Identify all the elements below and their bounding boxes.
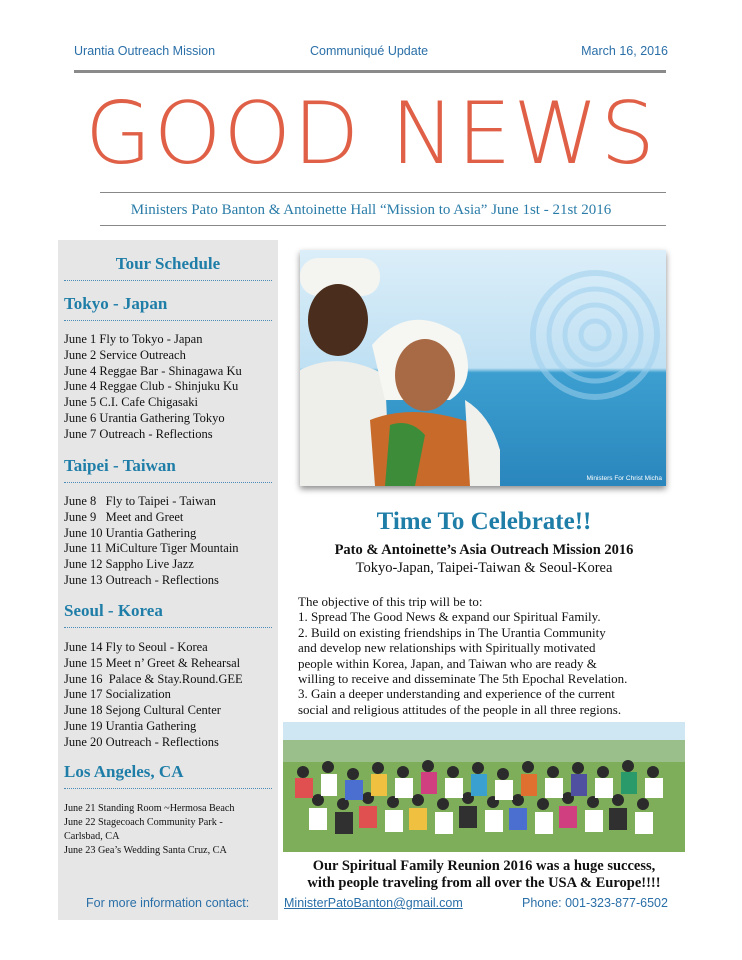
schedule-item: June 5 C.I. Cafe Chigasaki bbox=[64, 395, 199, 410]
reunion-caption bbox=[270, 858, 698, 892]
divider bbox=[64, 280, 272, 281]
mission-line: Pato & Antoinette’s Asia Outreach Mission 2016 bbox=[334, 542, 634, 558]
objective-line: people within Korea, Japan, and Taiwan who are ready & bbox=[298, 655, 597, 671]
schedule-item: June 8 Fly to Taipei - Taiwan bbox=[64, 494, 216, 508]
schedule-item: June 21 Standing Room ~Hermosa Beach bbox=[64, 803, 235, 814]
cities-line: Tokyo-Japan, Taipei-Taiwan & Seoul-Korea bbox=[355, 560, 613, 576]
schedule-list-taipei bbox=[64, 494, 276, 589]
communique-label: Communiqué Update bbox=[310, 44, 429, 58]
schedule-item: June 19 Urantia Gathering bbox=[64, 718, 197, 733]
objective-line: willing to receive and disseminate The 5th Epochal Revelation. bbox=[298, 671, 628, 687]
schedule-item: June 18 Sejong Cultural Center bbox=[64, 703, 221, 718]
contact-label: For more information contact: bbox=[86, 896, 250, 910]
objective-line: 2. Build on existing friendships in The Urantia Community bbox=[298, 624, 606, 640]
section-heading-los-angeles: Los Angeles, CA bbox=[64, 762, 184, 781]
section-heading-seoul: Seoul - Korea bbox=[64, 601, 163, 620]
schedule-item: June 15 Meet n’ Greet & Rehearsal bbox=[64, 655, 241, 670]
objective-line: 3. Gain a deeper understanding and experience of the current bbox=[298, 686, 615, 702]
divider bbox=[64, 482, 272, 483]
ministers-photo bbox=[300, 250, 666, 486]
page-title: GOOD NEWS bbox=[85, 84, 657, 184]
header-rule bbox=[74, 70, 666, 73]
objective-line: social and religious attitudes of the people in all three regions. bbox=[298, 701, 622, 717]
objective-line: 1. Spread The Good News & expand our Spiritual Family. bbox=[298, 609, 601, 625]
schedule-item: June 16 Palace & Stay.Round.GEE bbox=[64, 671, 243, 686]
schedule-item: June 1 Fly to Tokyo - Japan bbox=[64, 332, 203, 346]
tour-schedule-sidebar bbox=[58, 240, 278, 920]
issue-date: March 16, 2016 bbox=[581, 44, 668, 58]
section-heading-taipei: Taipei - Taiwan bbox=[64, 456, 176, 475]
schedule-item: June 22 Stagecoach Community Park - bbox=[64, 817, 223, 828]
group-photo-illustration bbox=[283, 722, 685, 852]
subtitle-rule-bottom bbox=[100, 225, 666, 226]
schedule-item: June 12 Sappho Live Jazz bbox=[64, 557, 194, 572]
reunion-line-1: Our Spiritual Family Reunion 2016 was a huge success, bbox=[312, 858, 656, 874]
celebrate-heading: Time To Celebrate!! bbox=[376, 508, 592, 535]
divider bbox=[64, 320, 272, 321]
schedule-list-seoul bbox=[64, 640, 276, 751]
reunion-line-2: with people traveling from all over the USA & Europe!!!! bbox=[307, 875, 661, 891]
contact-email-link[interactable]: MinisterPatoBanton@gmail.com bbox=[284, 896, 463, 910]
schedule-item: June 4 Reggae Club - Shinjuku Ku bbox=[64, 379, 239, 394]
section-heading-tokyo: Tokyo - Japan bbox=[64, 294, 168, 313]
ministers-photo-illustration bbox=[300, 250, 666, 486]
schedule-item: June 4 Reggae Bar - Shinagawa Ku bbox=[64, 363, 242, 378]
schedule-item: June 6 Urantia Gathering Tokyo bbox=[64, 410, 225, 425]
schedule-item: June 7 Outreach - Reflections bbox=[64, 426, 213, 441]
contact-phone: Phone: 001-323-877-6502 bbox=[522, 896, 668, 910]
schedule-item: June 11 MiCulture Tiger Mountain bbox=[64, 541, 239, 556]
divider bbox=[64, 788, 272, 789]
schedule-item: June 13 Outreach - Reflections bbox=[64, 572, 219, 587]
schedule-item: June 10 Urantia Gathering bbox=[64, 525, 197, 540]
contact-email-wrap bbox=[284, 896, 463, 910]
divider bbox=[64, 627, 272, 628]
org-name: Urantia Outreach Mission bbox=[74, 44, 216, 58]
schedule-item: June 2 Service Outreach bbox=[64, 347, 186, 362]
schedule-list-tokyo bbox=[64, 332, 276, 443]
photo-credit: Ministers For Christ Micha bbox=[586, 475, 662, 482]
subtitle: Ministers Pato Banton & Antoinette Hall “Mission to Asia” June 1st - 21st 2016 bbox=[130, 202, 612, 218]
reunion-group-photo bbox=[283, 722, 685, 852]
objective-text bbox=[298, 594, 678, 717]
header-bar bbox=[74, 44, 668, 62]
schedule-item: June 14 Fly to Seoul - Korea bbox=[64, 640, 208, 654]
objective-line: and develop new relationships with Spiritually motivated bbox=[298, 640, 596, 656]
subtitle-rule-top bbox=[100, 192, 666, 193]
schedule-item: June 23 Gea’s Wedding Santa Cruz, CA bbox=[64, 845, 227, 856]
tour-schedule-title: Tour Schedule bbox=[115, 254, 221, 273]
schedule-item: June 20 Outreach - Reflections bbox=[64, 734, 219, 749]
schedule-item: June 9 Meet and Greet bbox=[64, 509, 184, 524]
objective-intro: The objective of this trip will be to: bbox=[298, 594, 483, 609]
schedule-list-los-angeles bbox=[64, 802, 276, 858]
schedule-item: June 17 Socialization bbox=[64, 687, 171, 702]
schedule-item: Carlsbad, CA bbox=[64, 831, 120, 842]
